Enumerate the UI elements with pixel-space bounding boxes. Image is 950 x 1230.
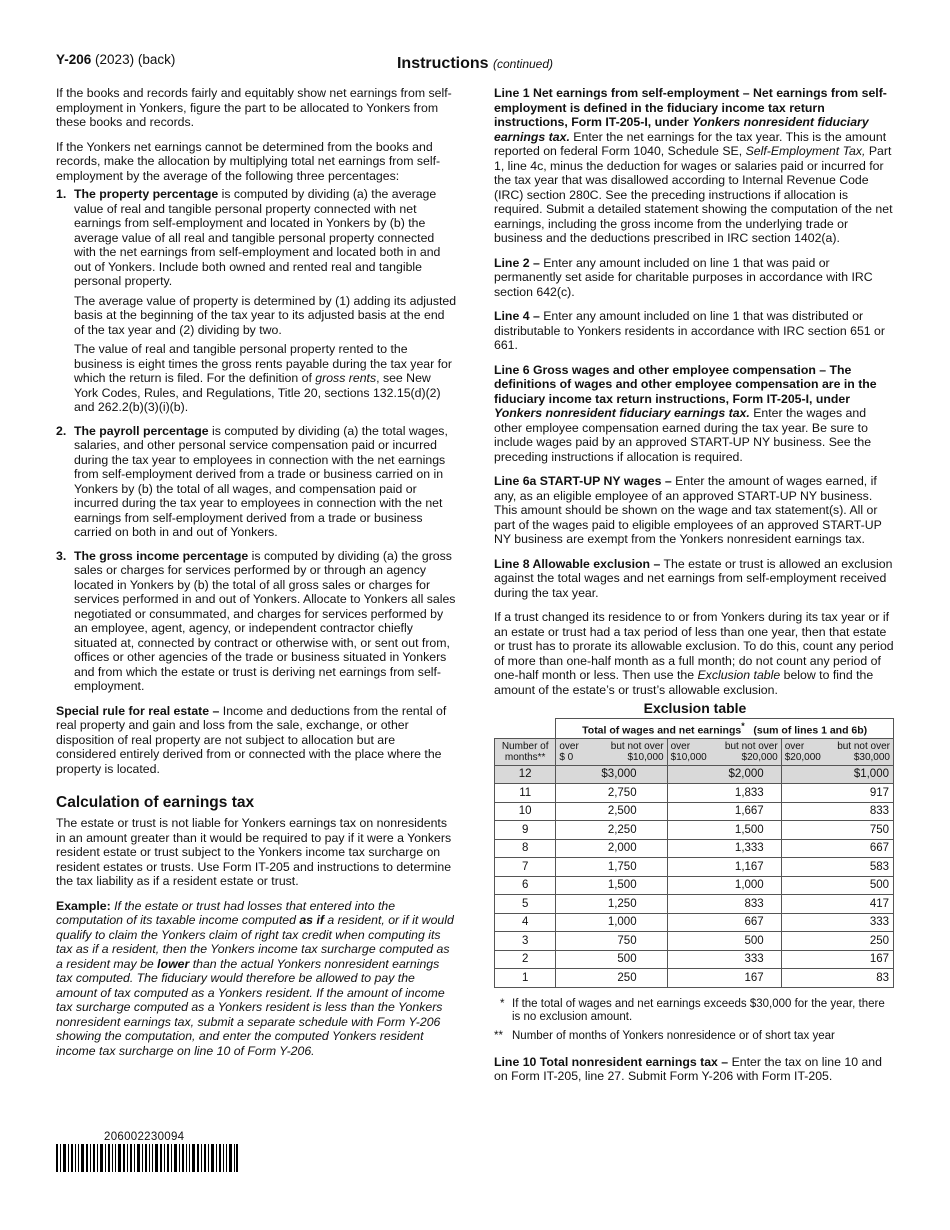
table-row [495,932,894,951]
exclusion-cell: 583 [781,858,893,877]
months-cell: 11 [495,784,556,803]
line-heading: Line 2 – [494,255,540,270]
allocation-intro-1: If the books and records fairly and equitably show net earnings from self-employment in Yonkers, figure the part to be allocated to Yonkers from these books and records. [56,86,452,129]
range-over-value: $10,000 [670,751,707,763]
item-text: is computed by dividing (a) the average value of real and tangible personal property connected with net earnings from self-employment and located in Yonkers by (b) the average value of all real and tangible personal property connected with the net earnings from self-employment and located both in and out of Yonkers. Include both owned and rented real and tangible personal property. [74,187,441,288]
range-column-header [667,738,781,765]
line-text: The estate or trust is allowed an exclusion against the total wages and net earnings from self-employment received during the tax year. [494,556,893,600]
months-cell: 6 [495,876,556,895]
exclusion-cell: 250 [781,932,893,951]
calculation-text: The estate or trust is not liable for Yonkers earnings tax on nonresidents in an amount greater than it would be required to pay if it were a Yonkers resident estate or trust subject to the Yonkers income tax surcharge on resident estates or trusts. Use Form IT-205 and instructions to determine the tax liability as if a resident estate or trust. [56,816,452,888]
example-bold: lower [157,956,190,971]
property-percentage-item [56,187,458,415]
item-number: 2. [56,423,67,438]
form-year: (2023) (back) [95,52,176,67]
line-heading-italic: Yonkers nonresident fiduciary earnings tax. [494,406,750,420]
footnote-text: If the total of wages and net earnings exceeds $30,000 for the year, there is no exclusion amount. [512,997,885,1023]
line-heading: Line 6 Gross wages and other employee compensation – The definitions of wages and other employee compensation are in the fiduciary income tax return instructions, Form IT-205-I, under [494,362,877,406]
line-heading-italic: Yonkers nonresident fiduciary earnings tax. [494,115,869,144]
line-text: Enter the amount of wages earned, if any, as an eligible employee of an approved START-UP NY business. This amount should be shown on the wage and tax statement(s). All or part of the wages paid to eligible employees of an approved START-UP NY business are exempt from the Yonkers nonresident earnings tax. [494,474,882,546]
sub-italic: gross rents [315,371,377,385]
line-text: below to find the amount of the estate’s or trust’s allowable exclusion. [494,668,874,697]
months-cell: 9 [495,821,556,840]
exclusion-cell: 83 [781,969,893,988]
range-over-value: $20,000 [784,751,821,763]
gross-income-percentage-item [56,549,458,694]
line-heading: Line 10 Total nonresident earnings tax – [494,1054,729,1069]
exclusion-cell: 667 [781,839,893,858]
exclusion-cell: 417 [781,895,893,914]
exclusion-cell: 1,333 [667,839,781,858]
line-heading: Line 8 Allowable exclusion – [494,556,661,571]
exclusion-cell: 1,833 [667,784,781,803]
line-text: Enter any amount included on line 1 that was paid or permanently set aside for charitable purposes in accordance with IRC section 642(c). [494,255,873,299]
range-column-header [556,738,667,765]
item-number: 3. [56,548,67,563]
line-8-instructions [494,557,896,601]
table-row [495,802,894,821]
group-header-star: * [741,720,745,731]
exclusion-cell: 2,000 [556,839,667,858]
example-text: than the actual Yonkers nonresident earnings tax computed. The fiduciary would therefore be allowed to pay the amount of tax computed as a Yonkers resident. If the amount of income tax surcharge computed as a Yonkers resident is less than the Yonkers nonresident earnings tax, submit a separate schedule with Form Y-206 showing the computation, and enter the computed Yonkers resident income tax surcharge on line 10 of Form Y-206. [56,956,445,1058]
months-cell: 10 [495,802,556,821]
table-corner [495,718,556,738]
exclusion-cell: 1,000 [667,876,781,895]
exclusion-cell: 1,250 [556,895,667,914]
table-column-headers [495,738,894,765]
months-header-line: months** [504,751,546,763]
sub-text: The value of real and tangible personal property rented to the business is eight times the gross rents payable during the tax year for which the return is filed. For the definition of [74,342,452,385]
months-cell: 7 [495,858,556,877]
example-paragraph [56,899,458,1059]
page-title [0,57,950,72]
table-row [495,913,894,932]
line-italic: Exclusion table [697,668,781,682]
line-2-instructions [494,256,896,300]
line-heading: Line 1 Net earnings from self-employment – Net earnings from self-employment is defined in the fiduciary income tax return instructions, Form IT-205-I, under [494,86,887,129]
exclusion-cell: 1,750 [556,858,667,877]
line-text: Enter any amount included on line 1 that was distributed or distributable to Yonkers residents in accordance with IRC section 651 or 661. [494,309,885,352]
calculation-heading: Calculation of earnings tax [56,794,255,811]
item-heading: The payroll percentage [74,423,209,438]
line-heading: Line 4 – [494,309,540,323]
group-header-note: (sum of lines 1 and 6b) [753,724,868,736]
barcode-icon [56,1144,238,1172]
form-number: Y-206 [56,52,92,67]
footnote [494,1030,896,1043]
exclusion-table-body [495,765,894,987]
example-text: If the estate or trust had losses that entered into the computation of its taxable income computed [56,898,396,927]
exclusion-table [494,718,894,988]
exclusion-cell: 333 [667,950,781,969]
exclusion-cell: 167 [667,969,781,988]
exclusion-cell: 1,000 [556,913,667,932]
exclusion-cell: 1,500 [556,876,667,895]
table-row [495,821,894,840]
exclusion-cell: 500 [556,950,667,969]
table-row [495,950,894,969]
range-but-not-over: but not over [837,740,890,752]
item-subparagraph [74,342,458,415]
page-title-text: Instructions [396,55,489,72]
line-text: If a trust changed its residence to or from Yonkers during its tax year or if an estate or trust had a tax period of less than one year, then that estate or trust has to prorate its allowable exclusion. To do this, count any period of more than one-half month as a full month; do not count any period of one-half month or less. Then use the [494,610,894,682]
exclusion-cell: 2,250 [556,821,667,840]
line-6a-instructions [494,474,896,547]
table-row [495,839,894,858]
footnote [494,998,896,1024]
allocation-intro-2: If the Yonkers net earnings cannot be determined from the books and records, make the allocation by multiplying total net earnings from self-employment by the average of the following three percentages: [56,139,441,183]
exclusion-cell: 500 [667,932,781,951]
line-10-instructions [494,1055,896,1084]
line-text: Enter the wages and other employee compensation earned during the tax year. Be sure to include wages paid by an approved START-UP NY business. See the preceding instructions if allocation is required. [494,406,872,464]
table-row [495,784,894,803]
range-over: over [784,740,805,752]
months-cell: 1 [495,969,556,988]
exclusion-cell: 1,667 [667,802,781,821]
item-heading: The property percentage [74,187,219,201]
line-heading: Line 6a START-UP NY wages – [494,474,672,488]
exclusion-cell: 1,167 [667,858,781,877]
table-group-header [556,718,894,738]
table-row [495,858,894,877]
range-limit-value: $10,000 [627,751,664,763]
sub-text: , see New York Codes, Rules, and Regulations, Title 20, sections 132.15(d)(2) and 262.2(b)(3)(i)(b). [74,371,441,414]
exclusion-cell: 333 [781,913,893,932]
exclusion-cell: 667 [667,913,781,932]
line-4-instructions [494,309,896,353]
footnote-mark: * [500,997,505,1010]
line-text: Enter the net earnings for the tax year. This is the amount reported on federal Form 1040, Schedule SE, [494,129,887,158]
line-8-proration [494,610,896,697]
exclusion-cell: 750 [781,821,893,840]
item-text: is computed by dividing (a) the gross sales or charges for services performed by or through an agency located in Yonkers by (b) the total of all gross sales or charges for services performed in and out of Yonkers. Allocate to Yonkers all sales negotiated or consummated, and charges for services performed by an employee, agent, agency, or independent contractor chiefly situated at, connected by contract or otherwise with, or sent out from, offices or other agencies of the trade or business situated in Yonkers and from which the estate or trust is deriving net earnings from self-employment. [74,548,456,693]
exclusion-cell: 833 [781,802,893,821]
table-top-header [495,718,894,738]
footnote-mark: ** [494,1029,503,1042]
exclusion-cell: 833 [667,895,781,914]
page-title-note: (continued) [492,57,554,71]
exclusion-cell: 500 [781,876,893,895]
line-text: Enter the tax on line 10 and on Form IT-205, line 27. Submit Form Y-206 with Form IT-205. [494,1054,882,1083]
item-subparagraph: The average value of property is determined by (1) adding its adjusted basis at the beginning of the tax year to its adjusted basis at the end of the tax year and (2) dividing by two. [74,293,457,337]
months-header-line: Number of [501,740,549,752]
exclusion-table-title: Exclusion table [643,700,747,716]
group-header-text: Total of wages and net earnings [582,724,742,736]
payroll-percentage-item [56,424,458,540]
range-limit-value: $20,000 [741,751,778,763]
exclusion-cell: 250 [556,969,667,988]
line-italic: Self-Employment Tax, [745,144,866,158]
months-cell: 12 [495,765,556,784]
exclusion-cell: 917 [781,784,893,803]
item-number: 1. [56,187,67,201]
months-cell: 8 [495,839,556,858]
footnote-text: Number of months of Yonkers nonresidence or of short tax year [512,1029,835,1042]
item-text: is computed by dividing (a) the total wages, salaries, and other personal service compensation paid or incurred during the tax year to employees in connection with the net earnings from self-employment derived from a trade or business carried on in Yonkers by (b) the total of all wages, and compensation paid or incurred during the tax year to employees in connection with the net earnings from self-employment derived from a trade or business carried on both in and out of Yonkers. [74,423,448,539]
example-bold: as if [299,913,324,927]
exclusion-cell: 167 [781,950,893,969]
exclusion-cell: 750 [556,932,667,951]
barcode-number: 206002230094 [104,1131,185,1143]
exclusion-cell: $1,000 [781,765,893,784]
table-row [495,765,894,784]
table-row [495,895,894,914]
table-footnotes [494,998,896,1043]
exclusion-cell: 2,750 [556,784,667,803]
table-row [495,969,894,988]
exclusion-cell: 1,500 [667,821,781,840]
line-6-instructions [494,363,896,465]
special-rule-text: Income and deductions from the rental of real property and gain and loss from the sale, exchange, or other disposition of real property are not subject to allocation but are considered entirely derived from or connected with the place where the property is located. [56,703,447,776]
line-text: Part 1, line 4c, minus the deduction for wages or salaries paid or incurred for the tax year that was disallowed according to Internal Revenue Code (IRC) section 280C. See the preceding instructions if allocation is required. Submit a detailed statement showing the computation of the net earnings, including the gross income from the underlying trade or business and the deductions prescribed in IRC section 1402(a). [494,144,893,245]
example-text: a resident, or if it would qualify to claim the Yonkers claim of right tax credit when computing its tax as if a resident, then the Yonkers income tax surcharge computed as a resident may be [56,913,454,971]
exclusion-cell: $3,000 [556,765,667,784]
range-but-not-over: but not over [724,740,778,752]
special-rule-real-estate [56,704,458,777]
right-column [494,86,896,1094]
months-cell: 2 [495,950,556,969]
special-rule-heading: Special rule for real estate – [56,703,220,718]
exclusion-cell: $2,000 [667,765,781,784]
range-limit-value: $30,000 [853,751,890,763]
months-cell: 5 [495,895,556,914]
left-column [56,86,458,1068]
range-column-header [781,738,893,765]
range-but-not-over: but not over [610,740,664,752]
months-cell: 3 [495,932,556,951]
example-heading: Example: [56,898,111,913]
exclusion-cell: 2,500 [556,802,667,821]
range-over: over [559,740,579,752]
line-1-instructions [494,86,896,246]
range-over: over [670,740,691,752]
item-heading: The gross income percentage [74,548,249,563]
months-column-header [495,738,556,765]
table-row [495,876,894,895]
range-over-value: $ 0 [559,751,574,763]
months-cell: 4 [495,913,556,932]
